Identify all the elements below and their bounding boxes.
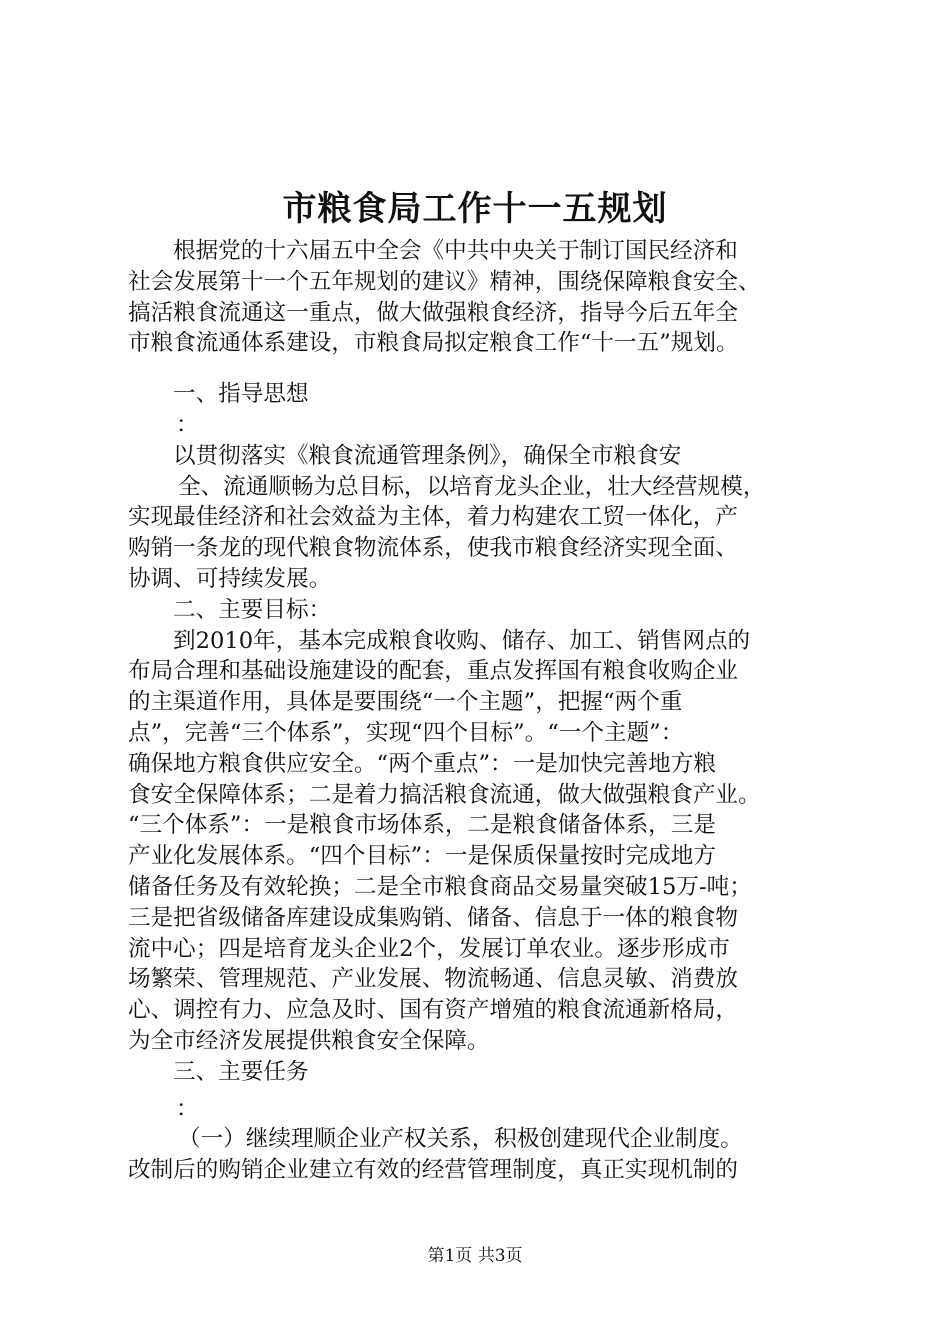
page-number: 第1页 共3页 bbox=[427, 1246, 523, 1266]
paragraph-line: “三个体系”：一是粮食市场体系，二是粮食储备体系，三是 bbox=[128, 812, 716, 839]
section-heading: 二、主要目标： bbox=[173, 596, 332, 623]
paragraph-line: 食安全保障体系；二是着力搞活粮食流通，做大做强粮食产业。 bbox=[128, 781, 761, 808]
heading-colon: ： bbox=[176, 1095, 199, 1122]
paragraph-line: 全、流通顺畅为总目标，以培育龙头企业，壮大经营规模， bbox=[178, 473, 766, 500]
paragraph-line: 心、调控有力、应急及时、国有资产增殖的粮食流通新格局， bbox=[128, 997, 739, 1024]
paragraph-line: 改制后的购销企业建立有效的经营管理制度，真正实现机制的 bbox=[128, 1157, 739, 1184]
paragraph-line: 社会发展第十一个五年规划的建议》精神，围绕保障粮食安全、 bbox=[128, 268, 761, 295]
paragraph-line: 流中心；四是培育龙头企业2个，发展订单农业。逐步形成市 bbox=[128, 935, 730, 962]
section-heading: 一、指导思想 bbox=[173, 381, 309, 408]
paragraph-line: 搞活粮食流通这一重点，做大做强粮食经济，指导今后五年全 bbox=[128, 299, 739, 326]
paragraph-line: 协调、可持续发展。 bbox=[128, 565, 332, 592]
paragraph-line: 为全市经济发展提供粮食安全保障。 bbox=[128, 1027, 490, 1054]
paragraph-line: 购销一条龙的现代粮食物流体系，使我市粮食经济实现全面、 bbox=[128, 535, 739, 562]
paragraph-line: 市粮食流通体系建设，市粮食局拟定粮食工作“十一五”规划。 bbox=[128, 330, 739, 357]
paragraph-line: 储备任务及有效轮换；二是全市粮食商品交易量突破15万-吨； bbox=[128, 873, 752, 900]
paragraph-line: 点”，完善“三个体系”，实现“四个目标”。“一个主题”： bbox=[128, 719, 684, 746]
section-heading: 三、主要任务 bbox=[173, 1058, 309, 1085]
paragraph-line: 根据党的十六届五中全会《中共中央关于制订国民经济和 bbox=[173, 238, 738, 264]
paragraph-line: （一）继续理顺企业产权关系，积极创建现代企业制度。 bbox=[178, 1126, 743, 1153]
paragraph-line: 场繁荣、管理规范、产业发展、物流畅通、信息灵敏、消费放 bbox=[128, 966, 739, 993]
paragraph-line: 布局合理和基础设施建设的配套，重点发挥国有粮食收购企业 bbox=[128, 658, 739, 685]
paragraph-line: 确保地方粮食供应安全。“两个重点”：一是加快完善地方粮 bbox=[128, 750, 716, 777]
paragraph-line: 以贯彻落实《粮食流通管理条例》，确保全市粮食安 bbox=[173, 442, 682, 469]
heading-colon: ： bbox=[176, 411, 199, 438]
document-title: 市粮食局工作十一五规划 bbox=[282, 189, 668, 229]
paragraph-line: 的主渠道作用，具体是要围绕“一个主题”，把握“两个重 bbox=[128, 689, 683, 716]
document-body bbox=[128, 236, 834, 1186]
paragraph-line: 到2010年，基本完成粮食收购、储存、加工、销售网点的 bbox=[173, 627, 751, 654]
paragraph-gap bbox=[128, 359, 834, 379]
paragraph-line: 三是把省级储备库建设成集购销、储备、信息于一体的粮食物 bbox=[128, 904, 739, 931]
paragraph-line: 产业化发展体系。“四个目标”：一是保质保量按时完成地方 bbox=[128, 843, 716, 870]
paragraph-line: 实现最佳经济和社会效益为主体，着力构建农工贸一体化，产 bbox=[128, 504, 739, 531]
